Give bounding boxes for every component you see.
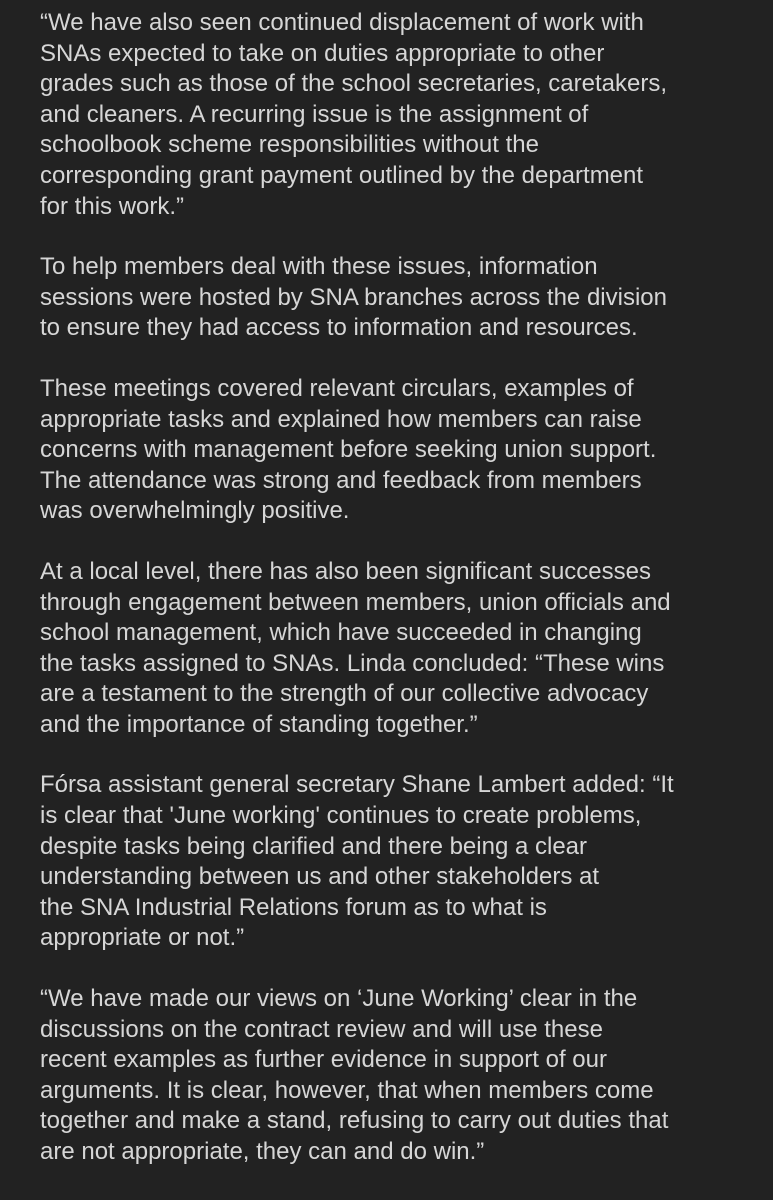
paragraph-june-working-quote: “We have made our views on ‘June Working’ clear in the discussions on the contract review and will use these recent examples as further evidence in support of our arguments. It is clear, however, that when members come together and make a stand, refusing to carry out duties that are not appropriate, they can and do win.” <box>40 985 669 1165</box>
paragraph-local-successes: At a local level, there has also been significant successes through engagement between members, union officials and school management, which have succeeded in changing the tasks assigned to SNAs. Linda concluded: “These wins are a testament to the strength of our collective advocacy and the importance of standing together.” <box>40 557 671 738</box>
paragraph-information-sessions: To help members deal with these issues, information sessions were hosted by SNA branches across the division to ensure they had access to information and resources. <box>40 253 667 342</box>
paragraph-lambert-quote: Fórsa assistant general secretary Shane Lambert added: “It is clear that 'June working' continues to create problems, despite tasks being clarified and there being a clear understanding between us and other stakeholders at the SNA Industrial Relations forum as to what is appropriate or not.” <box>40 771 674 952</box>
paragraph-displacement-quote: “We have also seen continued displacement of work with SNAs expected to take on duties appropriate to other grades such as those of the school secretaries, caretakers, and cleaners. A recurring issue is the assignment of schoolbook scheme responsibilities without the corresponding grant payment outlined by the department for this work.” <box>40 9 667 220</box>
paragraph-meetings-covered: These meetings covered relevant circulars, examples of appropriate tasks and explained how members can raise concerns with management before seeking union support. The attendance was strong and feedback from members was overwhelmingly positive. <box>40 374 657 525</box>
